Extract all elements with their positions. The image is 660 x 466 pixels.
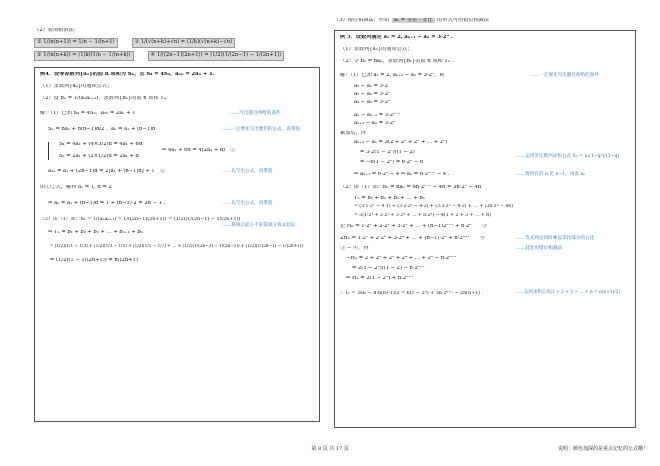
- diff-n-1: aₙ − aₙ₋₁ = 3·2ⁿ⁻¹: [354, 112, 401, 118]
- example-4-statement: 例4．设等差数列{aₙ}的前 n 项和为 Sₙ，且 S₄ = 4S₂，a₂ₙ = 2aₙ + 1.: [40, 71, 215, 77]
- example-5-question-2: （2）令 bₙ = naₙ，求数列{bₙ}的前 n 项和 Tₙ .: [340, 58, 454, 64]
- tn-expand: = (3·1·2¹ − 4·1) + (3·2·2² − 4·2) + (3·3·2³ − 4·3) + … + (3n·2ⁿ − 4n): [354, 204, 514, 210]
- formula-2: ② 1/(n(n+k)) = (1/k)(1/n − 1/(n+k)): [34, 51, 134, 61]
- tn-expansion: = (1/2)(1/1 − 1/3) + (1/2)(1/3 − 1/5) + (1/2)(1/5 − 1/7) + … + (1/2)(1/(2n−3) − 1/(2n−1)) + (1/2)(1/(2n−1) − 1/(2n+1)): [50, 244, 304, 249]
- r-note-sum: ……运用求和公式(1 + 2 + 3 + … + n = n(n+1)/2): [516, 289, 621, 295]
- diff-n: aₙ₊₁ − aₙ = 3·2ⁿ: [354, 120, 396, 126]
- tn-final: ∴ Tₙ = 3Hₙ − 4·n(n+1)/2 = 6(1 − 2ⁿ) + 3n·2ⁿ⁺¹ − 2n(n+1) .: [340, 290, 484, 296]
- step-s4: S₄ = 4a₁ + (4×3/2)d = 4a₁ + 6d: [59, 141, 143, 147]
- an-result: ⇒ aₙ₊₁ = 6·2ⁿ − 4 ⇒ aₙ = 6·2ⁿ⁻¹ − 4 .: [354, 171, 450, 177]
- diff-2: a₃ − a₂ = 3·2²: [354, 91, 390, 97]
- formula-1: ① 1/(n(n+1)) = 1/n − 1/(n+1): [34, 38, 118, 48]
- section-heading-offset: （3）错位相减法：形如“ aₙ = 等差 · 等比 ”的形式可用错位相减法: [334, 18, 490, 23]
- tn-group: = 3(1·2¹ + 2·2² + 3·2³ + … + n·2ⁿ) − 4(1 + 2 + 3 + … + n): [354, 212, 491, 218]
- solution-start: 解：（1）已知 S₄ = 4S₂，a₂ₙ = 2aₙ + 1: [40, 110, 136, 116]
- example-5-question-1: （1）求数列{aₙ}的通项公式；: [340, 46, 413, 52]
- r-note-geometric: ……运用等比数列求和公式 Sₙ = a₁(1−qⁿ)/(1−q): [516, 153, 620, 159]
- formula-row-1: [34, 38, 320, 48]
- accum-3: = −6(1 − 2ⁿ) = 6·2ⁿ − 6: [360, 159, 424, 165]
- subtract-label: ③ − ④，得: [340, 245, 369, 251]
- accum-1: aₙ₊₁ − a₁ = 3(2 + 2² + 2³ + … + 2ⁿ): [354, 139, 448, 145]
- tn-def: Tₙ = b₁ + b₂ + b₃ + … + bₙ: [354, 195, 425, 201]
- neg-hn-2: = 2(1 − 2ⁿ)/(1 − 2) − n·2ⁿ⁺¹: [352, 265, 425, 271]
- hn-result: ⇒ Hₙ = 2(1 − 2ⁿ) + n·2ⁿ⁺¹: [346, 275, 414, 281]
- accumulate-label: 累加后，得: [340, 130, 366, 136]
- hn-double: 2Hₙ = 1·2² + 2·2³ + 3·2⁴ + … + (n−1)·2ⁿ + n·2ⁿ⁺¹ ④: [340, 236, 486, 241]
- formula-row-2: [34, 51, 320, 61]
- note-formula-value: ……先写出公式，再带值: [222, 168, 273, 174]
- equation-2: a₂ₙ = a₁ + (2n−1)d = 2[a₁ + (n−1)d] + 1 ②: [48, 168, 166, 174]
- example-4-box: [34, 67, 320, 422]
- example-5-box: [334, 30, 636, 428]
- solve-result: 由①②式，解得 a₁ = 1, d = 2: [40, 184, 112, 190]
- section-heading-telescoping: （2）裂项相消法：: [34, 28, 79, 33]
- r-note-conditions: ……一定要先写出题目所给的条件: [530, 72, 599, 78]
- r-note-offset: ……此处用错位相减法: [516, 245, 562, 251]
- example-5-statement: 例 5．设数列满足 a₁ = 2, aₙ₊₁ − aₙ = 3·2ⁿ .: [340, 34, 453, 40]
- r-solution-start: 解：（1）已知 a₁ = 2, aₙ₊₁ − aₙ = 3·2ⁿ，则: [340, 72, 445, 78]
- equation-1: ⇒ 4a₁ + 6d = 4(2a₁ + d) ①: [162, 147, 236, 153]
- tn-result: = (1/2)(1 − 1/(2n+1)) = n/(2n+1): [50, 258, 138, 263]
- formula-4: ④ 1/((2n−1)(2n+1)) = (1/2)(1/(2n−1) − 1/(2n+1)): [148, 51, 285, 61]
- right-column: [334, 18, 636, 428]
- note-formula-value-2: ……先写出公式，再带值: [222, 200, 273, 206]
- formula-3: ③ 1/(√(n+k)+√n) = (1/k)(√(n+k)−√n): [132, 38, 236, 48]
- example-4-question-2: （2）设 bₙ = 1/(aₙaₙ₊₁)，求数列{bₙ}的前 n 项和 Tₙ.: [40, 95, 168, 101]
- step-s2: S₂ = 2a₁ + (2×1/2)d = 2a₁ + d: [59, 153, 139, 159]
- footer-tip: 说明：颜色加深的是重点记忆的公式哦！: [557, 446, 648, 452]
- note-verify: ……将项后面小不好裂项分拆去验证: [222, 222, 296, 228]
- example-4-question-1: （1）求数列{aₙ}的通项公式；: [40, 83, 113, 89]
- note-formula-first: ……一定要先写出要用的公式，再带值: [222, 126, 301, 132]
- general-term: ⇒ aₙ = a₁ + (n−1)d = 1 + (n−1)·2 = 2n − 1 .: [48, 200, 166, 206]
- hn-def: 记 Hₙ = 1·2¹ + 2·2² + 3·2³ + … + (n−1)2ⁿ⁻¹ + n·2ⁿ ③: [340, 224, 488, 230]
- left-column: [34, 28, 320, 422]
- r-note-shift: ……将所有的 n 化 n−1，再求 aₙ: [516, 171, 586, 177]
- part-2-bn: （2）由（1）知：bₙ = 1/(aₙaₙ₊₁) = 1/((2n−1)(2n+1)) = (1/2)(1/(2n−1) − 1/(2n+1)): [40, 216, 241, 222]
- accum-2: = 3·2(1 − 2ⁿ)/(1 − 2): [360, 149, 415, 155]
- note-conditions: ……写出题目所给的条件: [230, 110, 281, 116]
- part-2-bn: （2）由（1）知：bₙ = naₙ = 6n·2ⁿ⁻¹ − 4n = 3n·2ⁿ − 4n: [340, 184, 482, 190]
- page-number: 第 8 页 共 17 页: [311, 446, 349, 452]
- tn-sum: ⇒ Tₙ = b₁ + b₂ + b₃ + … + bₙ₋₁ + bₙ: [48, 230, 143, 236]
- neg-hn: −Hₙ = 2 + 2² + 2³ + 2⁴ + … + 2ⁿ − n·2ⁿ⁺¹: [346, 255, 457, 261]
- r-note-multiply: ……等式两边同时乘以等比部分的公比: [516, 236, 595, 241]
- diff-1: a₂ − a₁ = 3·2: [354, 83, 388, 89]
- highlight-form: aₙ = 等差 · 等比: [393, 18, 433, 23]
- diff-3: a₄ − a₃ = 3·2³: [354, 99, 390, 105]
- formula-sum-general: Sₙ = na₁ + n(n−1)d/2 ，aₙ = a₁ + (n−1)d: [48, 126, 156, 132]
